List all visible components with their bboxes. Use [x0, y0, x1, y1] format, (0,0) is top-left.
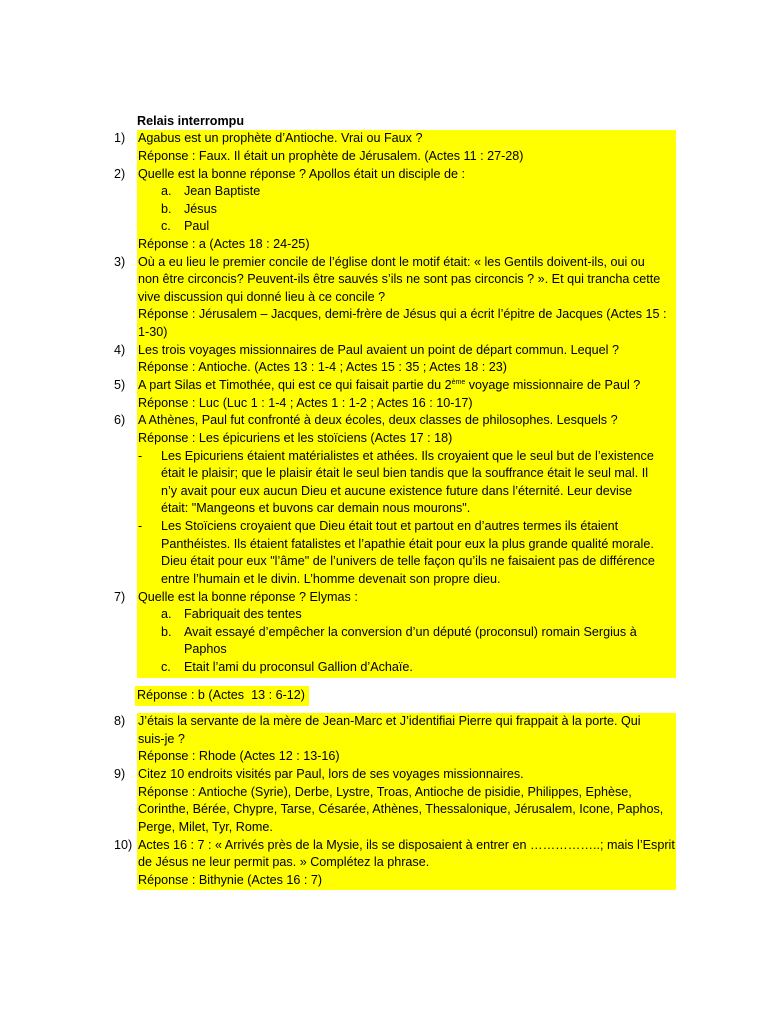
bullet-text: était le plaisir; que le plaisir était le seul bien tandis que la souffrance était le seul mal. Il — [161, 466, 648, 480]
question-number: 2) — [114, 167, 126, 181]
answer-text: Réponse : Les épicuriens et les stoïciens (Actes 17 : 18) — [138, 431, 453, 445]
question-text: Agabus est un prophète d’Antioche. Vrai ou Faux ? — [138, 131, 423, 145]
option-letter: c. — [161, 660, 171, 674]
question-number: 9) — [114, 767, 126, 781]
question-text: Actes 16 : 7 : « Arrivés près de la Mysie, ils se disposaient à entrer en ……………..; mais l’Esprit — [138, 838, 675, 852]
option-letter: b. — [161, 202, 172, 216]
option-letter: a. — [161, 607, 172, 621]
question-text: Quelle est la bonne réponse ? Elymas : — [138, 590, 358, 604]
option-text: Paul — [184, 219, 210, 233]
option-text: Avait essayé d’empêcher la conversion d’un député (proconsul) romain Sergius à — [184, 625, 637, 639]
option-letter: c. — [161, 219, 171, 233]
question-text: non être circoncis? Peuvent-ils être sauvés s’ils ne sont pas circoncis ? ». Et qui trancha cette — [138, 272, 661, 286]
question-number: 1) — [114, 131, 126, 145]
question-number: 5) — [114, 378, 126, 392]
question-text — [138, 377, 640, 395]
bullet-text: Panthéistes. Ils étaient fatalistes et l’apathie était pour eux la plus grande qualité morale. — [161, 537, 654, 551]
option-text: Jean Baptiste — [184, 184, 261, 198]
question-text: suis-je ? — [138, 732, 185, 746]
bullet-text: Les Epicuriens étaient matérialistes et athées. Ils croyaient que le seul but de l’existence — [161, 449, 654, 463]
question-number: 10) — [114, 838, 133, 852]
bullet-text: était: "Mangeons et buvons car demain nous mourons". — [161, 501, 471, 515]
bullet-text: entre l’humain et le divin. L’homme devenait son propre dieu. — [161, 572, 501, 586]
option-text: Paphos — [184, 642, 227, 656]
question-text: Citez 10 endroits visités par Paul, lors de ses voyages missionnaires. — [138, 767, 524, 781]
document-title: Relais interrompu — [137, 114, 245, 128]
bullet-dash: - — [138, 519, 143, 533]
answer-text: Réponse : Rhode (Actes 12 : 13-16) — [138, 749, 340, 763]
question-number: 4) — [114, 343, 126, 357]
answer-text: Réponse : b (Actes 13 : 6-12) — [137, 688, 306, 702]
question-text-part: A part Silas et Timothée, qui est ce qui faisait partie du 2 — [138, 378, 452, 392]
question-text: de Jésus ne leur permit pas. » Complétez la phrase. — [138, 855, 430, 869]
question-text: A Athènes, Paul fut confronté à deux écoles, deux classes de philosophes. Lesquels ? — [138, 413, 618, 427]
bullet-text: Les Stoïciens croyaient que Dieu était tout et partout en d’autres termes ils étaient — [161, 519, 619, 533]
bullet-text: n’y avait pour eux aucun Dieu et aucune existence future dans l’éternité. Leur devise — [161, 484, 633, 498]
option-letter: a. — [161, 184, 172, 198]
answer-text: Perge, Milet, Tyr, Rome. — [138, 820, 273, 834]
answer-text: Réponse : Faux. Il était un prophète de Jérusalem. (Actes 11 : 27-28) — [138, 149, 524, 163]
superscript: ème — [451, 378, 466, 386]
question-text: Où a eu lieu le premier concile de l’église dont le motif était: « les Gentils doivent-ils, oui ou — [138, 255, 645, 269]
question-number: 8) — [114, 714, 126, 728]
option-text: Etait l’ami du proconsul Gallion d’Achaïe. — [184, 660, 413, 674]
question-number: 6) — [114, 413, 126, 427]
answer-text: Réponse : Luc (Luc 1 : 1-4 ; Actes 1 : 1-2 ; Actes 16 : 10-17) — [138, 396, 473, 410]
answer-text: Réponse : Bithynie (Actes 16 : 7) — [138, 873, 323, 887]
question-text: Les trois voyages missionnaires de Paul avaient un point de départ commun. Lequel ? — [138, 343, 619, 357]
option-letter: b. — [161, 625, 172, 639]
answer-text: Réponse : Jérusalem – Jacques, demi-frère de Jésus qui a écrit l’épitre de Jacques (Actes 15 : — [138, 307, 667, 321]
bullet-dash: - — [138, 449, 143, 463]
answer-text: Réponse : Antioche (Syrie), Derbe, Lystre, Troas, Antioche de pisidie, Philippes, Ephèse, — [138, 785, 632, 799]
question-number: 3) — [114, 255, 126, 269]
question-text: Quelle est la bonne réponse ? Apollos était un disciple de : — [138, 167, 465, 181]
answer-text: Corinthe, Bérée, Chypre, Tarse, Césarée, Athènes, Thessalonique, Jérusalem, Icone, Paphos, — [138, 802, 664, 816]
question-text: J’étais la servante de la mère de Jean-Marc et J’identifiai Pierre qui frappait à la porte. Qui — [138, 714, 641, 728]
question-text: vive discussion qui donné lieu à ce concile ? — [138, 290, 386, 304]
option-text: Fabriquait des tentes — [184, 607, 302, 621]
answer-text: Réponse : a (Actes 18 : 24-25) — [138, 237, 310, 251]
question-number: 7) — [114, 590, 126, 604]
question-text-part: voyage missionnaire de Paul ? — [465, 378, 641, 392]
answer-text: 1-30) — [138, 325, 168, 339]
answer-text: Réponse : Antioche. (Actes 13 : 1-4 ; Actes 15 : 35 ; Actes 18 : 23) — [138, 360, 507, 374]
bullet-text: Dieu était pour eux "l’âme" de l’univers de telle façon qu’ils ne faisaient pas de différence — [161, 554, 655, 568]
option-text: Jésus — [184, 202, 217, 216]
